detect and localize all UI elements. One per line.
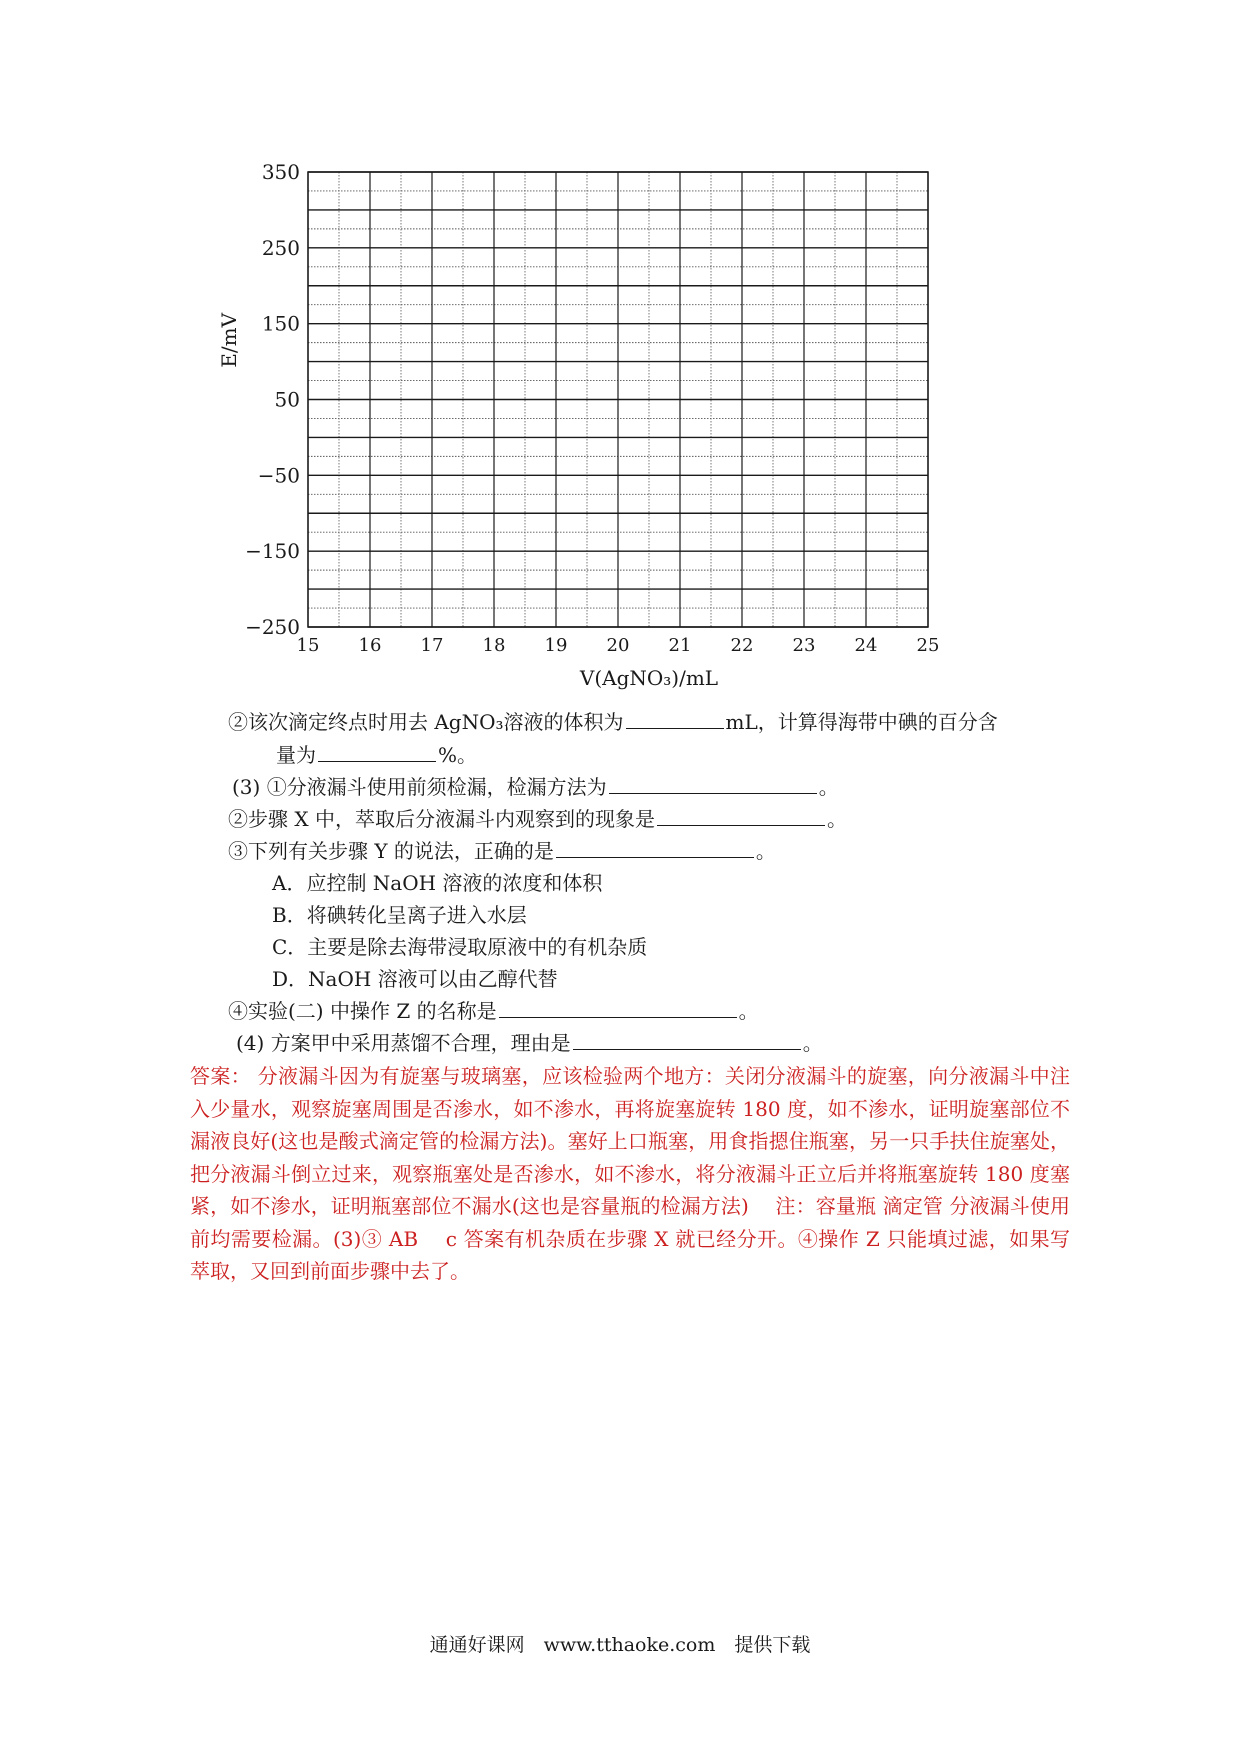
question-2-text-d: %。 — [438, 743, 478, 767]
option-b — [272, 899, 527, 931]
question-3-4 — [228, 995, 759, 1027]
answer-text: 答案： 分液漏斗因为有旋塞与玻璃塞，应该检验两个地方：关闭分液漏斗的旋塞，向分液漏斗中注入少量水，观察旋塞周围是否渗水，如不渗水，再将旋塞旋转 180 度，如不渗水，证明旋塞部位不漏液良好(这也是酸式滴定管的检漏方法)。塞好上口瓶塞，用食指摁住瓶塞，另一只手扶住旋塞处，把分液漏斗倒立过来，观察瓶塞处是否渗水，如不渗水，将分液漏斗正立后并将瓶塞旋转 180 度塞紧，如不渗水，证明瓶塞部位不漏水(这也是容量瓶的检漏方法) 注：容量瓶 滴定管 分液漏斗使用前均需要检漏。(3)③ AB c 答案有机杂质在步骤 X 就已经分开。④操作 Z 只能填过滤，如果写萃取，又回到前面步骤中去了。 — [190, 1064, 1070, 1283]
question-4 — [236, 1027, 823, 1059]
titration-chart — [217, 150, 960, 710]
x-tick-label: 21 — [668, 635, 692, 656]
y-tick-label: 350 — [261, 160, 300, 184]
question-3-1-text: (3) ①分液漏斗使用前须检漏，检漏方法为 — [232, 775, 607, 799]
question-2-line-1 — [228, 706, 998, 738]
x-tick-label: 22 — [730, 635, 754, 656]
distillation-reason-blank[interactable] — [573, 1029, 801, 1050]
x-tick-label: 19 — [544, 635, 568, 656]
question-4-text: (4) 方案甲中采用蒸馏不合理，理由是 — [236, 1031, 571, 1055]
question-2-text-a: ②该次滴定终点时用去 AgNO₃溶液的体积为 — [228, 710, 624, 734]
question-3-2-text: ②步骤 X 中，萃取后分液漏斗内观察到的现象是 — [228, 807, 655, 831]
question-2-line-2 — [276, 739, 477, 771]
option-c — [272, 931, 647, 963]
option-b-text: B．将碘转化呈离子进入水层 — [272, 903, 527, 927]
step-y-blank[interactable] — [556, 837, 754, 858]
x-tick-label: 20 — [606, 635, 630, 656]
x-tick-label: 25 — [916, 635, 940, 656]
question-2-text-c: 量为 — [276, 743, 316, 767]
volume-answer-blank[interactable] — [626, 708, 724, 729]
major-grid — [308, 172, 928, 627]
period: 。 — [802, 1031, 823, 1055]
option-a — [272, 867, 602, 899]
y-axis-ticks — [245, 160, 300, 639]
x-axis-ticks — [297, 635, 940, 656]
period: 。 — [818, 775, 839, 799]
period: 。 — [738, 999, 759, 1023]
x-axis-label: V(AgNO₃)/mL — [579, 666, 719, 690]
question-3-3-text: ③下列有关步骤 Y 的说法，正确的是 — [228, 839, 554, 863]
option-d — [272, 963, 558, 995]
x-tick-label: 17 — [420, 635, 444, 656]
x-tick-label: 15 — [296, 635, 320, 656]
x-tick-label: 24 — [854, 635, 878, 656]
period: 。 — [755, 839, 776, 863]
operation-z-blank[interactable] — [499, 997, 737, 1018]
y-tick-label: −50 — [257, 463, 300, 488]
y-axis-label: E/mV — [217, 312, 241, 368]
x-tick-label: 18 — [482, 635, 506, 656]
question-3-1 — [232, 771, 839, 803]
y-tick-label: −150 — [245, 539, 300, 564]
question-2-text-b: mL，计算得海带中碘的百分含 — [725, 710, 998, 734]
percentage-answer-blank[interactable] — [318, 741, 436, 762]
phenomenon-blank[interactable] — [657, 805, 825, 826]
x-tick-label: 23 — [792, 635, 816, 656]
question-3-4-text: ④实验(二) 中操作 Z 的名称是 — [228, 999, 497, 1023]
y-tick-label: 50 — [274, 387, 300, 412]
option-a-text: A．应控制 NaOH 溶液的浓度和体积 — [272, 871, 603, 895]
option-c-text: C．主要是除去海带浸取原液中的有机杂质 — [272, 935, 648, 959]
x-tick-label: 16 — [358, 635, 382, 656]
period: 。 — [826, 807, 847, 831]
option-d-text: D．NaOH 溶液可以由乙醇代替 — [272, 967, 558, 991]
leak-test-blank[interactable] — [609, 773, 817, 794]
footer-credit: 通通好课网 www.tthaoke.com 提供下载 — [429, 1634, 811, 1656]
y-tick-label: 250 — [261, 235, 300, 260]
question-3-2 — [228, 803, 847, 835]
y-tick-label: 150 — [261, 311, 300, 336]
question-3-3 — [228, 835, 776, 867]
y-tick-label: −250 — [245, 615, 300, 639]
